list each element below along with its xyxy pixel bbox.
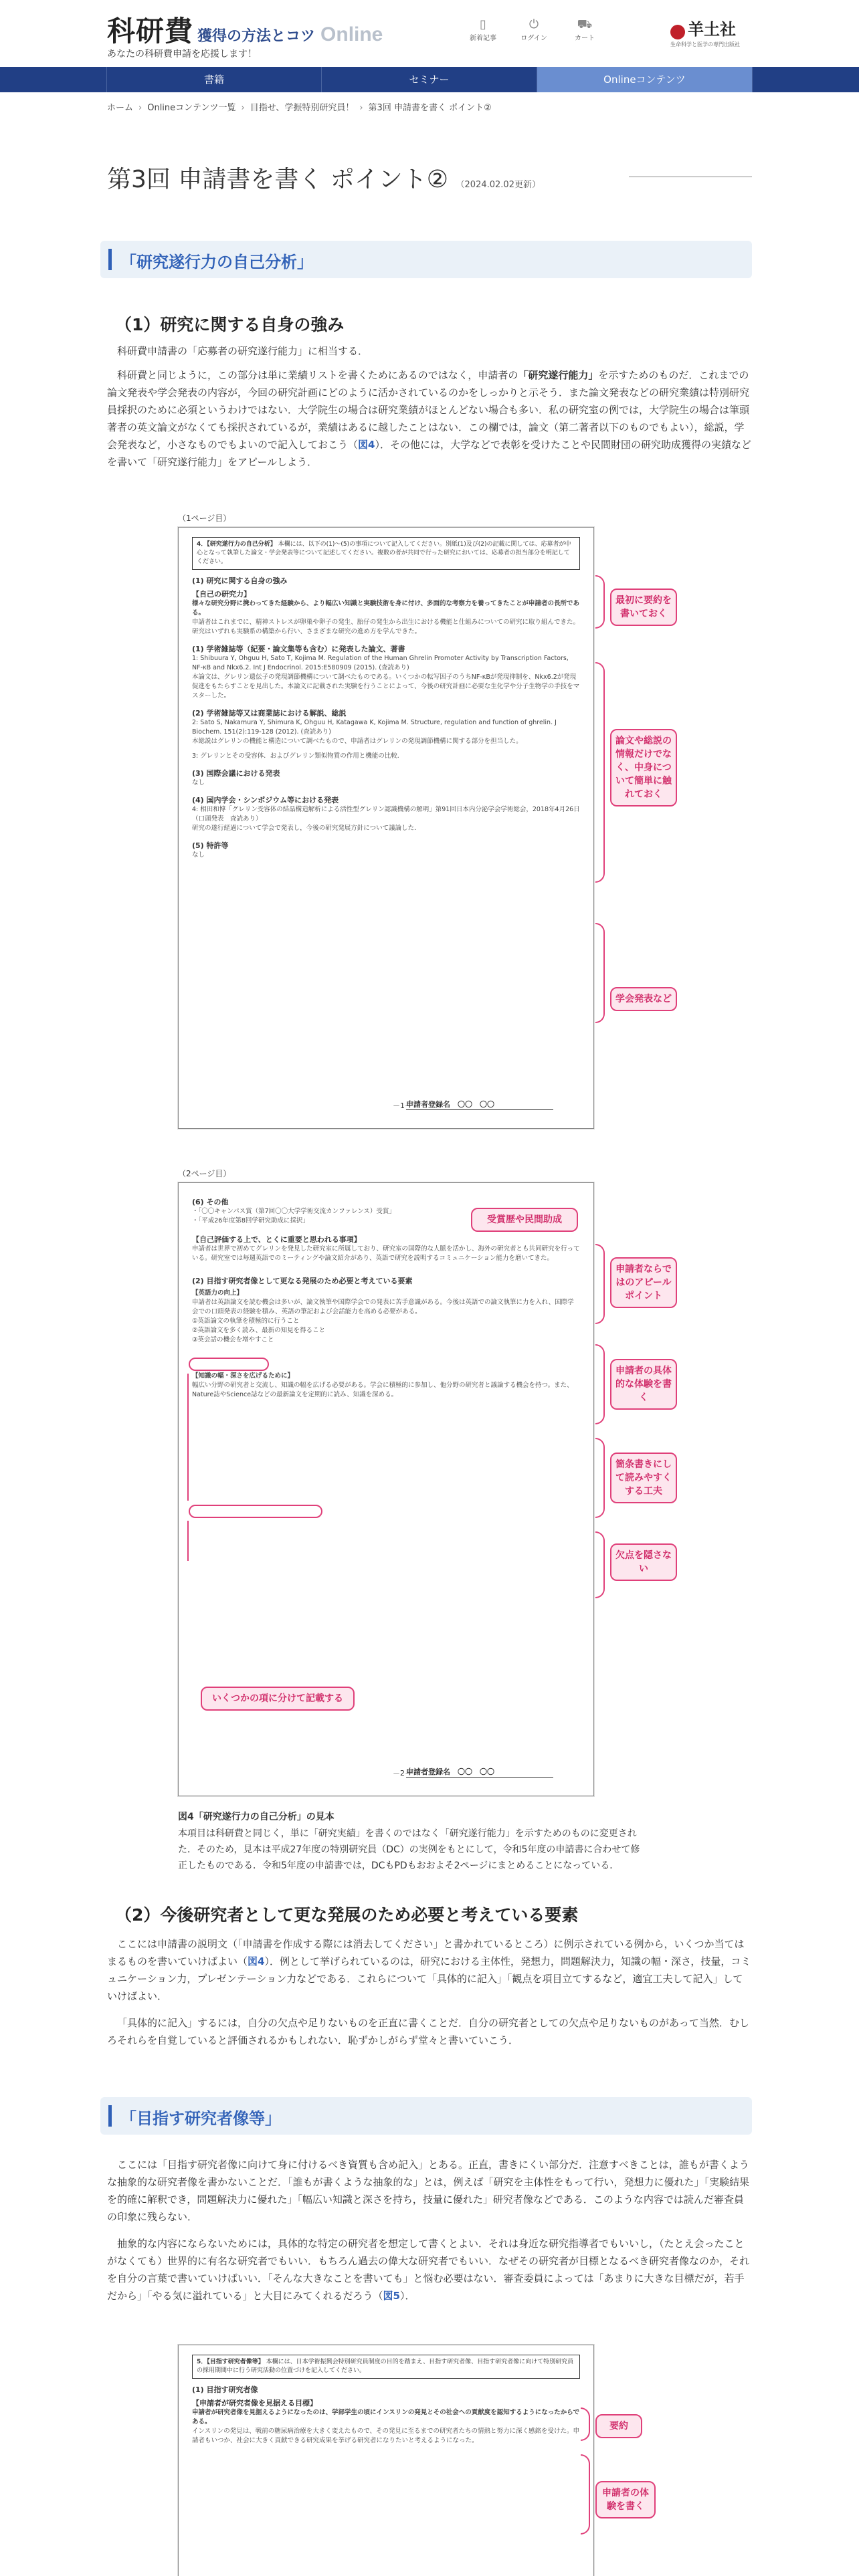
site-header — [0, 0, 859, 67]
logo-online: Online — [320, 23, 383, 45]
site-tagline: あなたの科研費申請を応援します！ — [107, 49, 257, 60]
document-footer: －2－ 申請者登録名 〇〇 〇〇 — [192, 1766, 580, 1780]
fig5-link[interactable]: 図5 — [383, 2290, 400, 2302]
document-footer: －1－ 申請者登録名 〇〇 〇〇 — [192, 1099, 580, 1112]
main-nav — [0, 67, 859, 92]
page-title: 第3回 申請書を書く ポイント② — [107, 166, 449, 193]
publisher-subtitle: 生命科学と医学の専門出版社 — [670, 41, 740, 47]
figure-caption-text: 本項目は科研費と同じく，単に「研究実績」を書くのではなく「研究遂行能力」を示すためのものに変更された．そのため，見本は平成27年度の特別研究員（DC）の実例をもとにして，令和5年度の申請書に合わせて修正したものである．令和5年度の申請書では，DCもPDもおおよそ2ページにまとめることになっている． — [178, 1828, 640, 1871]
cart-label: カート — [575, 35, 595, 42]
annotation-note: 箇条書きにして読みやすくする工夫 — [610, 1453, 677, 1503]
sample-document-page-3: 5．【目指す研究者像等】 本欄には、日本学術振興会特別研究員制度の目的を踏まえ、目指す研究者像、目指す研究者像に向けて特別研究員の採用期間中に行う研究活動の位置づけを記入してください。 (1) 目指す研究者像 【申請者が研究者像を見据える目標】 申請者が研究者像を見据えるようになったのは、学部学生の頃にインスリンの発見とその社会への貢献度を認知するようになったからである。 インスリンの発見は、戦前の糖尿病治療を大きく変えたもので、その発見に至るまでの研究者たちの情熱と努力に深く感銘を受けた。申請者もいつか、社会に大きく貢献できる研究成果を挙げる研究者になりたいと考えるようになった。 — [178, 2345, 594, 2576]
page-title-area — [107, 158, 752, 198]
figure-page-label: （2ページ目） — [178, 1169, 231, 1178]
site-logo[interactable] — [107, 9, 383, 60]
subsection-heading: （2）今後研究者として更な発展のため必要と考えている要素 — [115, 1905, 579, 1925]
header-icons — [470, 17, 598, 42]
login-icon: ⏻ — [529, 17, 539, 31]
new-arrivals-label: 新着記事 — [470, 35, 496, 42]
fig4-link[interactable]: 図4 — [248, 1955, 265, 1967]
annotation-note: いくつかの項に分けて記載する — [201, 1687, 355, 1711]
breadcrumb-home[interactable]: ホーム — [107, 103, 134, 113]
figure-page-label: （1ページ目） — [178, 514, 231, 523]
nav-online-contents[interactable]: Onlineコンテンツ — [537, 67, 753, 92]
paragraph: 「具体的に記入」するには，自分の欠点や足りないものを正直に書くことだ．自分の研究者としての欠点や足りないものがあって当然．むしろそれらを自覚していると評価されるかもしれない．恥ずかしがらず堂々と書いていこう． — [107, 2017, 749, 2046]
fig4-link[interactable]: 図4 — [358, 439, 375, 451]
section-title: 「目指す研究者像等」 — [120, 2109, 281, 2128]
publisher-logo[interactable] — [670, 16, 752, 48]
paragraph: ここには「目指す研究者像に向けて身に付けるべき資質も含め記入」とある。正直，書きにくい部分だ．注意すべきことは，誰もが書くような抽象的な研究者像を書かないことだ．「誰もが書くような抽象的な」とは，例えば「研究を主体性をもって行い，発想力に優れた」「実験結果を的確に解釈でき，問題解決力に優れた」「幅広い知識と深さを持ち，技量に優れた」研究者像などである．このような内容では読んだ審査員の印象に残らない． — [107, 2159, 750, 2223]
logo-sub: 獲得の方法とコツ — [197, 28, 316, 45]
section-title: 「研究遂行力の自己分析」 — [120, 253, 313, 272]
login-link[interactable] — [520, 17, 547, 42]
subsection-heading: （1）研究に関する自身の強み — [115, 315, 345, 334]
annotation-note: 論文や総説の情報だけでなく、中身について簡単に触れておく — [610, 729, 677, 807]
logo-main: 科研費 — [107, 15, 194, 47]
login-label: ログイン — [520, 35, 547, 42]
annotation-note: 受賞歴や民間助成 — [471, 1208, 578, 1232]
figure-caption-title: 図4「研究遂行力の自己分析」の見本 — [178, 1812, 335, 1822]
annotation-note: 申請者の具体的な体験を書く — [610, 1359, 677, 1410]
breadcrumb-series[interactable]: 目指せ、学振特別研究員！ — [250, 103, 355, 113]
annotation-note: 欠点を隠さない — [610, 1543, 677, 1581]
sample-document-page-1: 4．【研究遂行力の自己分析】 本欄には、以下の(1)～(5)の事項について記入してください。別紙(1)及び(2)の記載に関しては、応募者が中心となって執筆した論文・学会発表等について記述してください。複数の者が共同で行った研究においては、応募者の担当部分を明記してください。 (1) 研究に関する自身の強み 【自己の研究力】 様々な研究分野に携わってきた経験から、より幅広い知識と実験技術を身に付け、多面的な考察力を養ってきたことが申請者の長所である。 申請者はこれまでに、精神ストレスが卵巣や卵子の発生、胎仔の発生から出生における機能と仕組みについての研究に取り組んできた。研究はいずれも実験系の構築から行い、さまざまな研究の進め方を学んできた。 (1) 学術雑誌等（紀要・論文集等も含む）に発表した論文、著書 1: Shibuura Y, Ohguu H, Sato T, Kojima M. Regulation of the Human Ghrelin Promoter Activity by Transcription Factors, NF-κB and Nkx6.2. Int J Endocrinol. 2015:E580909 (2015). (査読あり) 本論文は、グレリン遺伝子の発現調節機構について調べたものである。いくつかの転写因子のうちNF-κBが発現抑制を、Nkx6.2が発現促進をもたらすことを見出した。本論文に記載された実験を行うことによって、今後の研究計画に必要な生化学や分子生物学の手技をマスターした。 (2) 学術雑誌等又は商業誌における解説、総説 2: Sato S, Nakamura Y, Shimura K, Ohguu H, Katagawa K, Kojima M. Structure, regulation and function of ghrelin. J Biochem. 151(2):119-128 (2012). (査読あり) 本総説はグレリンの機能と構造について調べたもので、申請者はグレリンの発現調節機構に関する部分を担当した。 3: グレリンとその受容体．およびグレリン類似物質の作用と機能の比較． (3) 国際会議における発表 なし (4) 国内学会・シンポジウム等における発表 4: 相田和博「グレリン受容体の結晶構造解析による活性型グレリン認識機構の解明」第91回日本内分泌学会学術総会，2018年4月26日（口頭発表 査読あり） 研究の遂行経過について学会で発表し，今後の研究発展方針について議論した． (5) 特許等 なし －1－ 申請者登録名 〇〇 〇〇 — [178, 527, 594, 1129]
paragraph: ここには申請書の説明文（「申請書を作成する際には消去してください」と書かれているところ）に例示されている例から，いくつか当てはまるものを書いていけばよい（図4）．例として挙げられているのは，研究における主体性，発想力，問題解決力，知識の幅・深さ，技量，コミュニケーション力，プレゼンテーション力などである．これらについて「具体的に記入」「観点を項目立てするなど，適宜工夫して記入」していけばよい． — [107, 1938, 751, 2002]
new-arrivals-icon: ▯ — [480, 17, 486, 31]
nav-seminar[interactable]: セミナー — [322, 67, 537, 92]
section-header-research-ability — [100, 241, 752, 278]
annotation-note: 学会発表など — [610, 987, 677, 1011]
breadcrumb-online[interactable]: Onlineコンテンツ一覧 — [147, 103, 236, 113]
cart-icon: ⛟ — [577, 17, 593, 31]
paragraph: 科研費と同じように，この部分は単に業績リストを書くためにあるのではなく，申請者の「研究遂行能力」を示すためのものだ．これまでの論文発表や学会発表の内容が，今回の研究計画にどのように活かされているのかをしっかりと示そう．また論文発表などの研究業績は特別研究員採択のために必須というわけではない．大学院生の場合は研究業績がほとんどない場合も多い．私の研究室の例では，大学院生の場合は筆頭著者の英文論文がなくても採択されているが，業績はあるに越したことはない．この欄では，論文（第二著者以下のものでもよい），総説，学会発表など，小さなものでもよいので記入しておこう（図4）．その他には，大学などで表彰を受けたことや民間財団の研究助成獲得の実績などを書いて「研究遂行能力」をアピールしよう． — [107, 369, 751, 468]
section-header-researcher-image — [100, 2097, 752, 2135]
cart-link[interactable] — [571, 17, 598, 42]
annotation-note: 最初に要約を書いておく — [610, 588, 677, 626]
paragraph: 科研費申請書の「応募者の研究遂行能力」に相当する． — [117, 345, 369, 357]
annotation-note: 申請者の体験を書く — [595, 2481, 656, 2518]
breadcrumb: ホーム › Onlineコンテンツ一覧 › 目指せ、学振特別研究員！ › 第3回 申請書を書く ポイント② — [107, 103, 492, 113]
publisher-name: 羊土社 — [688, 19, 736, 39]
breadcrumb-current: 第3回 申請書を書く ポイント② — [368, 103, 492, 113]
paragraph: 抽象的な内容にならないためには，具体的な特定の研究者を想定して書くとよい．それは身近な研究指導者でもいいし，（たとえ会ったことがなくても）世界的に有名な研究者でもいい．もちろん過去の偉大な研究者でもいい．なぜその研究者が目標となるべき研究者像なのか，それを自分の言葉で書いていけばいい．「そんな大きなことを書いても」と悩む必要はない．審査委員によっては「あまりに大きな目標だが，若手だから」「やる気に溢れている」と大目にみてくれるだろう（図5）． — [107, 2238, 750, 2302]
annotation-note: 申請者ならではのアピールポイント — [610, 1257, 677, 1308]
new-arrivals-link[interactable] — [470, 17, 496, 42]
publisher-mark-icon — [670, 25, 685, 39]
sample-document-page-2: (6) その他 ・「〇〇キャンパス賞（第7回〇〇大学学術交流カンファレンス）受賞」 ・「平成26年度第8回学研究助成に採択」 【自己評価する上で、とくに重要と思われる事項】 申請者は世界で初めてグレリンを発見した研究室に所属しており、研究室の国際的な人脈を活かし、海外の研究者とも共同研究を行っている。研究室では毎週英語でのミーティングや論文紹介があり、英語で研究を説明するコミュニケーション能力を磨いてきた。 (2) 目指す研究者像として更なる発展のため必要と考えている要素 【英語力の向上】 申請者は英語論文を読む機会は多いが、論文執筆や国際学会での発表に苦手意識がある。今後は英語での論文執筆に力を入れ、国際学会での口頭発表の経験を積み、英語の筆記および会話能力を高める必要がある。 ①英語論文の執筆を積極的に行うこと ②英語論文を多く読み、最新の知見を得ること ③英会話の機会を増やすこと 【知識の幅・深さを広げるために】 幅広い分野の研究者と交流し、知識の幅を広げる必要がある。学会に積極的に参加し、他分野の研究者と議論する機会を持つ。また、Nature誌やScience誌などの最新論文を定期的に読み、知識を深める。 －2－ 申請者登録名 〇〇 〇〇 — [178, 1182, 594, 1796]
nav-books[interactable]: 書籍 — [106, 67, 322, 92]
annotation-note: 要約 — [595, 2414, 642, 2438]
page-date: （2024.02.02更新） — [456, 180, 541, 190]
